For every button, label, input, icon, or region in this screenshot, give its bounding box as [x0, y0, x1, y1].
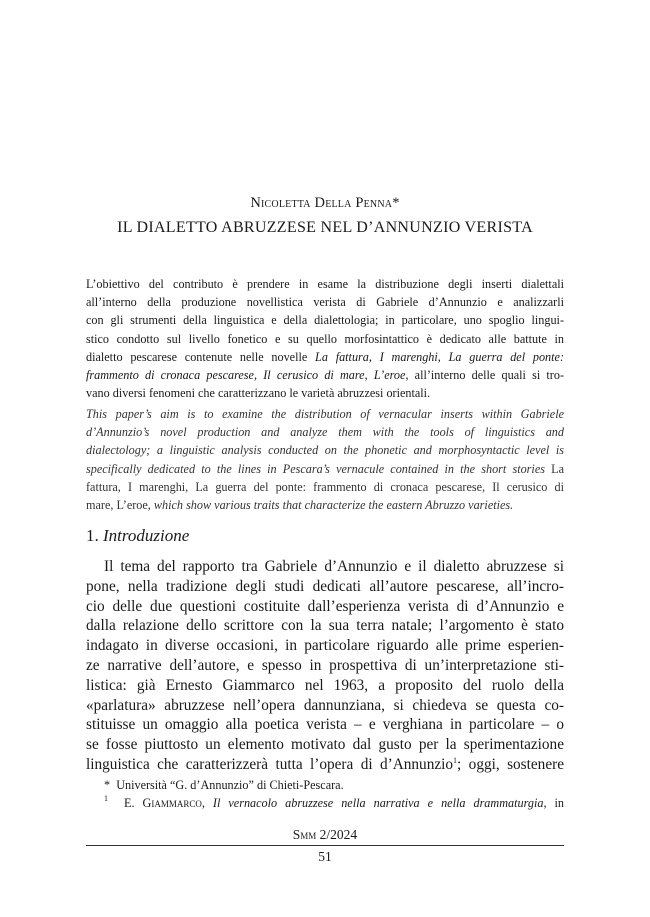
body-line: «parlatura» abruzzese nell’opera dannunziana, si chiedeva se questa co-: [86, 696, 564, 714]
story-titles: frammento di cronaca pescarese, Il cerusico di mare: [86, 368, 365, 383]
abstract-line: vano diversi fenomeni che caratterizzano le varietà abruzzesi orientali.: [86, 386, 431, 401]
footnote-text: Università “G. d’Annunzio” di Chieti-Pescara.: [116, 778, 344, 792]
body-line: stituisse un omaggio alla poetica verista – e verghiana in particolare – o: [86, 716, 564, 734]
journal-footer: [0, 827, 650, 843]
section-number: 1.: [86, 526, 99, 545]
body-line: cio delle due questioni costituite dall’esperienza verista di d’Annunzio e: [86, 597, 564, 615]
footnote-affiliation: [86, 776, 564, 794]
abstract-text: dialetto pescarese contenute nelle novelle: [86, 349, 308, 364]
footer-rule: [86, 845, 564, 846]
abstract-line: This paper’s aim is to examine the distribution of vernacular inserts within Gabriele: [86, 407, 564, 421]
abstract-line: [86, 348, 564, 366]
footnote-text: , in: [543, 796, 564, 810]
author-footnote-mark: *: [392, 195, 400, 211]
abstract-english: [86, 405, 564, 514]
body-line: Il tema del rapporto tra Gabriele d’Annunzio e il dialetto abruzzese si: [104, 558, 564, 575]
abstract-text: ,: [364, 368, 374, 383]
page-number: 51: [318, 849, 332, 864]
story-titles: La: [551, 461, 564, 476]
section-title: Introduzione: [103, 526, 190, 545]
body-line: dalla relazione dello scrittore con la sua terra natale; l’argomento è stato: [86, 617, 564, 635]
story-title: L’eroe: [373, 368, 406, 383]
story-titles: mare, L’eroe,: [86, 498, 151, 513]
abstract-line: L’obiettivo del contributo è prendere in esame la distribuzione degli inserti dialettali: [86, 277, 564, 291]
abstract-line: d’Annunzio’s novel production and analyze them with the tools of linguistics and: [86, 425, 564, 440]
body-line: ze narrative dell’autore, e spesso in prospettiva di un’interpretazione sti-: [86, 656, 564, 674]
abstract-text: , all’interno delle quali si tro-: [405, 368, 564, 383]
abstract-line: con gli strumenti della linguistica e della dialettologia; in particolare, uno spoglio lingui-: [86, 313, 564, 328]
footnote-author: E. Giammarco: [124, 796, 202, 810]
abstract-line: all’interno della produzione novellistica verista di Gabriele d’Annunzio e analizzarli: [86, 295, 564, 310]
abstract-line: [86, 496, 564, 514]
abstract-line: dialectology; a linguistic analysis conducted on the phonetic and morphosyntactic level is: [86, 443, 564, 458]
footnotes: [86, 776, 564, 812]
body-line: [86, 755, 564, 775]
body-text: ; oggi, sostenere: [457, 755, 564, 773]
footnote-text: ,: [201, 796, 213, 810]
abstract-italian: [86, 275, 564, 402]
abstract-text: which show various traits that characterize the eastern Abruzzo varieties.: [153, 498, 514, 513]
body-text: linguistica che caratterizzerà tutta l’opera di d’Annunzio: [86, 755, 454, 773]
section-heading: [86, 526, 189, 546]
author-name: [0, 195, 650, 212]
body-line: listica: già Ernesto Giammarco nel 1963, a proposito del ruolo della: [86, 676, 564, 694]
footnote-work-title: Il vernacolo abruzzese nella narrativa e nella drammaturgia: [212, 796, 544, 810]
abstract-line: fattura, I marenghi, La guerra del ponte: frammento di cronaca pescarese, Il cerusico di: [86, 479, 564, 494]
journal-name: Smm 2/2024: [292, 827, 358, 842]
abstract-line: [86, 366, 564, 384]
body-line: indagato in diverse occasioni, in particolare riguardo alle prime esperien-: [86, 637, 564, 655]
story-titles: La fattura, I marenghi, La guerra del ponte:: [315, 349, 565, 364]
body-paragraph: [86, 557, 564, 775]
footnote-mark: *: [104, 778, 111, 792]
author-name-text: Nicoletta Della Penna: [250, 195, 393, 211]
abstract-text: specifically dedicated to the lines in Pescara’s vernacule contained in the short stories: [86, 461, 545, 476]
abstract-line: [86, 460, 564, 478]
abstract-line: stico condotto sul livello fonetico e su quello morfosintattico è dedicato alle battute in: [86, 331, 564, 346]
footnote-mark: 1: [104, 794, 108, 803]
body-line: pone, nella tradizione degli studi dedicati all’autore pescarese, all’incro-: [86, 577, 564, 595]
footnote-1: [86, 794, 564, 812]
body-line: se fosse piuttosto un elemento motivato dal gusto per la sperimentazione: [86, 736, 564, 754]
article-title: IL DIALETTO ABRUZZESE NEL D’ANNUNZIO VERISTA: [117, 219, 533, 236]
footnote-ref[interactable]: 1: [453, 755, 458, 765]
